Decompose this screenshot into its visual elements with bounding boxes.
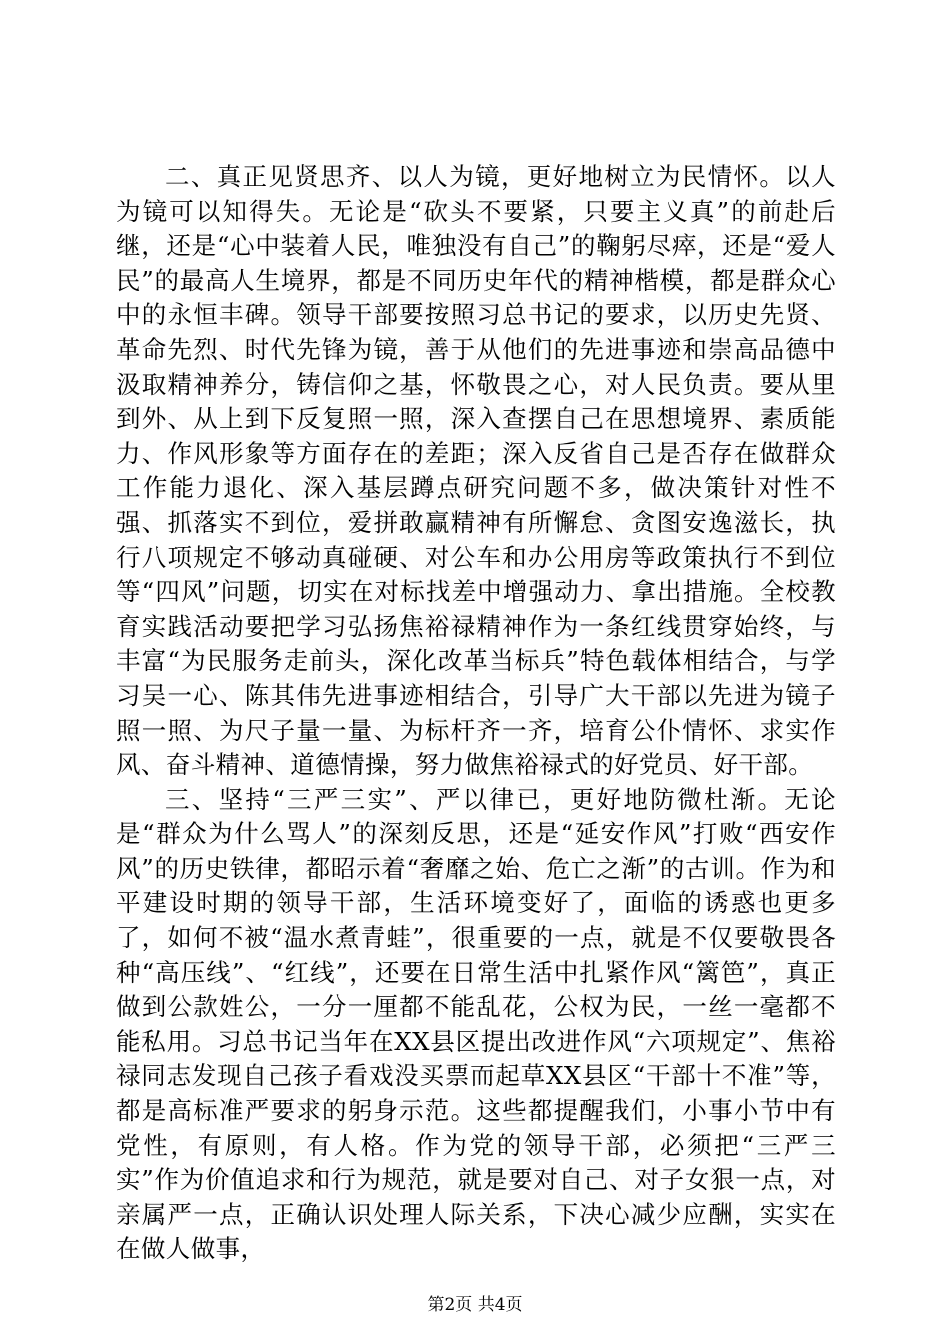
page-number-footer: 第2页 共4页: [427, 1295, 523, 1315]
paragraph-section-two: 二、真正见贤思齐、以人为镜，更好地树立为民情怀。以人为镜可以知得失。无论是“砍头不要紧，只要主义真”的前赴后继，还是“心中装着人民，唯独没有自己”的鞠躬尽瘁，还是“爱人民”的最高人生境界，都是不同历史年代的精神楷模，都是群众心中的永恒丰碑。领导干部要按照习总书记的要求，以历史先贤、革命先烈、时代先锋为镜，善于从他们的先进事迹和崇高品德中汲取精神养分，铸信仰之基，怀敬畏之心，对人民负责。要从里到外、从上到下反复照一照，深入查摆自己在思想境界、素质能力、作风形象等方面存在的差距；深入反省自己是否存在做群众工作能力退化、深入基层蹲点研究问题不多，做决策针对性不强、抓落实不到位，爱拼敢赢精神有所懈怠、贪图安逸滋长，执行八项规定不够动真碰硬、对公车和办公用房等政策执行不到位等“四风”问题，切实在对标找差中增强动力、拿出措施。全校教育实践活动要把学习弘扬焦裕禄精神作为一条红线贯穿始终，与丰富“为民服务走前头，深化改革当标兵”特色载体相结合，与学习吴一心、陈其伟先进事迹相结合，引导广大干部以先进为镜子照一照、为尺子量一量、为标杆齐一齐，培育公仆情怀、求实作风、奋斗精神、道德情操，努力做焦裕禄式的好党员、好干部。: [116, 162, 836, 780]
document-body: [116, 160, 836, 1267]
paragraph-section-three: 三、坚持“三严三实”、严以律已，更好地防微杜渐。无论是“群众为什么骂人”的深刻反思，还是“延安作风”打败“西安作风”的历史铁律，都昭示着“奢靡之始、危亡之渐”的古训。作为和平建设时期的领导干部，生活环境变好了，面临的诱惑也更多了，如何不被“温水煮青蛙”，很重要的一点，就是不仅要敬畏各种“高压线”、“红线”，还要在日常生活中扎紧作风“篱笆”，真正做到公款姓公，一分一厘都不能乱花，公权为民，一丝一毫都不能私用。习总书记当年在XX县区提出改进作风“六项规定”、焦裕禄同志发现自己孩子看戏没买票而起草XX县区“干部十不准”等，都是高标准严要求的躬身示范。这些都提醒我们，小事小节中有党性，有原则，有人格。作为党的领导干部，必须把“三严三实”作为价值追求和行为规范，就是要对自己、对子女狠一点，对亲属严一点，正确认识处理人际关系，下决心减少应酬，实实在在做人做事，: [116, 784, 836, 1264]
